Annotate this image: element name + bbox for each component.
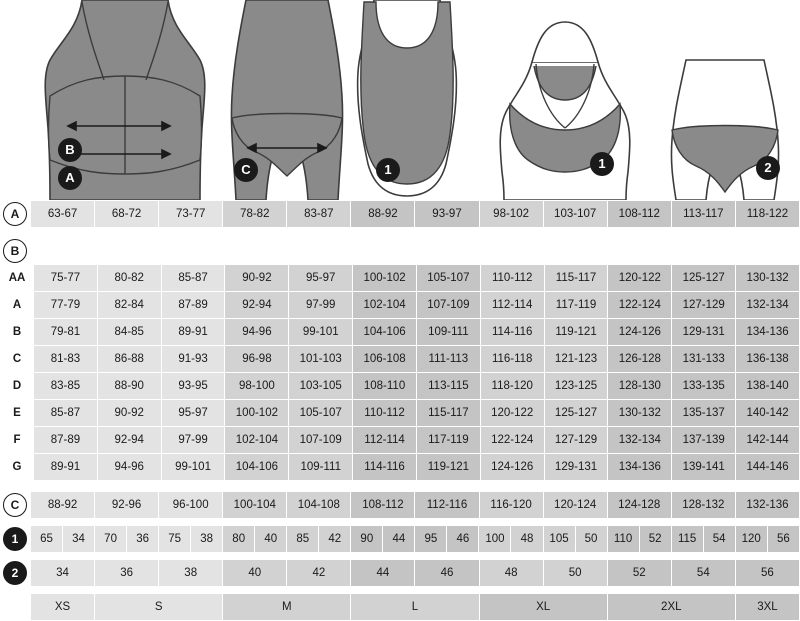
cell-b-1-1: 82-84 (97, 292, 161, 319)
cell-b-7-9: 134-136 (608, 454, 672, 481)
row-block-final (0, 593, 800, 621)
cell-b-4-7: 118-120 (480, 373, 544, 400)
cell-1-3: 36 (127, 526, 159, 553)
row-block-b (0, 238, 800, 264)
table-two (30, 559, 800, 587)
cell-b-4-9: 128-130 (608, 373, 672, 400)
cell-c-0: 88-92 (31, 492, 95, 519)
row-block-b-table (0, 264, 800, 481)
cell-b-1-5: 102-104 (353, 292, 417, 319)
cell-1-10: 90 (351, 526, 383, 553)
table-row (31, 594, 800, 621)
cell-b-0-7: 110-112 (480, 265, 544, 292)
cell-c-8: 120-124 (543, 492, 607, 519)
cell-a-9: 108-112 (607, 201, 671, 228)
cell-1-22: 120 (735, 526, 767, 553)
cell-1-5: 38 (191, 526, 223, 553)
cell-a-6: 93-97 (415, 201, 479, 228)
cell-1-23: 56 (767, 526, 799, 553)
size-cell-3xl: 3XL (735, 594, 799, 621)
cell-b-6-11: 142-144 (736, 427, 800, 454)
cell-1-7: 40 (255, 526, 287, 553)
row-marker-b: B (3, 239, 27, 263)
cell-b-4-0: 83-85 (34, 373, 98, 400)
cell-b-1-0: 77-79 (34, 292, 98, 319)
figure-briefs (222, 0, 352, 200)
cell-1-8: 85 (287, 526, 319, 553)
cell-b-0-5: 100-102 (353, 265, 417, 292)
cell-2-0: 34 (31, 560, 95, 587)
cell-b-4-3: 98-100 (225, 373, 289, 400)
cell-a-7: 98-102 (479, 201, 543, 228)
cell-b-0-1: 80-82 (97, 265, 161, 292)
table-row (31, 492, 800, 519)
cell-b-4-8: 123-125 (544, 373, 608, 400)
cell-b-5-11: 140-142 (736, 400, 800, 427)
cell-b-3-8: 121-123 (544, 346, 608, 373)
cell-2-1: 36 (95, 560, 159, 587)
cell-b-6-0: 87-89 (34, 427, 98, 454)
cell-b-2-10: 129-131 (672, 319, 736, 346)
cell-b-2-6: 109-111 (416, 319, 480, 346)
cell-c-6: 112-116 (415, 492, 479, 519)
cell-b-1-11: 132-134 (736, 292, 800, 319)
cell-b-1-8: 117-119 (544, 292, 608, 319)
cell-b-2-4: 99-101 (289, 319, 353, 346)
cell-b-2-11: 134-136 (736, 319, 800, 346)
cell-b-6-10: 137-139 (672, 427, 736, 454)
cell-1-9: 42 (319, 526, 351, 553)
cell-b-6-2: 97-99 (161, 427, 225, 454)
cell-b-7-5: 114-116 (353, 454, 417, 481)
cell-b-6-1: 92-94 (97, 427, 161, 454)
cell-c-5: 108-112 (351, 492, 415, 519)
cell-b-7-0: 89-91 (34, 454, 98, 481)
cell-b-2-5: 104-106 (353, 319, 417, 346)
cell-c-9: 124-128 (607, 492, 671, 519)
cell-2-6: 46 (415, 560, 479, 587)
cell-c-3: 100-104 (223, 492, 287, 519)
cell-b-3-3: 96-98 (225, 346, 289, 373)
cell-b-6-3: 102-104 (225, 427, 289, 454)
cell-b-3-9: 126-128 (608, 346, 672, 373)
cell-2-11: 56 (735, 560, 799, 587)
cell-b-2-3: 94-96 (225, 319, 289, 346)
cell-b-1-10: 127-129 (672, 292, 736, 319)
cell-b-1-7: 112-114 (480, 292, 544, 319)
cell-c-2: 96-100 (159, 492, 223, 519)
cell-b-7-10: 139-141 (672, 454, 736, 481)
cell-2-5: 44 (351, 560, 415, 587)
row-label-one (0, 525, 30, 553)
row-label-b (0, 238, 30, 264)
cell-b-7-6: 119-121 (416, 454, 480, 481)
spacer-1 (0, 228, 800, 238)
cell-b-7-1: 94-96 (97, 454, 161, 481)
cell-b-3-0: 81-83 (34, 346, 98, 373)
figure-bikini-top (490, 0, 640, 200)
table-c (30, 491, 800, 519)
row-block-one (0, 525, 800, 553)
cell-b-3-11: 136-138 (736, 346, 800, 373)
cell-b-5-0: 85-87 (34, 400, 98, 427)
cell-1-16: 105 (543, 526, 575, 553)
figure-bikini-bottom (660, 0, 790, 200)
cell-2-4: 42 (287, 560, 351, 587)
cell-b-5-10: 135-137 (672, 400, 736, 427)
cell-b-6-7: 122-124 (480, 427, 544, 454)
row-marker-one: 1 (3, 527, 27, 551)
cell-b-3-2: 91-93 (161, 346, 225, 373)
table-row (31, 560, 800, 587)
cell-b-7-11: 144-146 (736, 454, 800, 481)
cell-c-4: 104-108 (287, 492, 351, 519)
cell-2-10: 54 (671, 560, 735, 587)
cell-b-2-0: 79-81 (34, 319, 98, 346)
cup-label-0: AA (1, 265, 34, 292)
table-a (30, 200, 800, 228)
cell-a-8: 103-107 (543, 201, 607, 228)
cell-b-1-3: 92-94 (225, 292, 289, 319)
cell-a-1: 68-72 (95, 201, 159, 228)
table-row (31, 526, 800, 553)
cell-2-9: 52 (607, 560, 671, 587)
cell-b-4-6: 113-115 (416, 373, 480, 400)
cell-b-0-9: 120-122 (608, 265, 672, 292)
cell-b-6-4: 107-109 (289, 427, 353, 454)
cell-1-21: 54 (703, 526, 735, 553)
size-cell-2xl: 2XL (607, 594, 735, 621)
cell-c-10: 128-132 (671, 492, 735, 519)
cell-1-20: 115 (671, 526, 703, 553)
table-row (1, 454, 800, 481)
row-label-final (0, 593, 30, 621)
cell-1-12: 95 (415, 526, 447, 553)
cell-b-5-7: 120-122 (480, 400, 544, 427)
cup-label-6: F (1, 427, 34, 454)
cell-b-6-5: 112-114 (353, 427, 417, 454)
cell-b-2-1: 84-85 (97, 319, 161, 346)
size-cell-xs: XS (31, 594, 95, 621)
cell-b-7-7: 124-126 (480, 454, 544, 481)
row-label-a (0, 200, 30, 228)
table-row (1, 265, 800, 292)
cell-1-11: 44 (383, 526, 415, 553)
cell-2-3: 40 (223, 560, 287, 587)
cell-1-2: 70 (95, 526, 127, 553)
cell-b-0-0: 75-77 (34, 265, 98, 292)
row-label-c (0, 491, 30, 519)
cell-b-5-3: 100-102 (225, 400, 289, 427)
row-block-two (0, 559, 800, 587)
row-marker-c: C (3, 493, 27, 517)
cell-a-5: 88-92 (351, 201, 415, 228)
cell-2-7: 48 (479, 560, 543, 587)
table-row (1, 319, 800, 346)
cell-b-2-8: 119-121 (544, 319, 608, 346)
size-cell-l: L (351, 594, 479, 621)
cell-a-3: 78-82 (223, 201, 287, 228)
cell-b-5-9: 130-132 (608, 400, 672, 427)
table-row (31, 201, 800, 228)
table-b (0, 264, 800, 481)
cell-1-1: 34 (63, 526, 95, 553)
cell-b-3-1: 86-88 (97, 346, 161, 373)
cell-b-1-4: 97-99 (289, 292, 353, 319)
figure-swimsuit (352, 0, 462, 200)
cell-a-4: 83-87 (287, 201, 351, 228)
size-cell-s: S (95, 594, 223, 621)
figure-marker-c: C (234, 158, 258, 182)
cell-a-0: 63-67 (31, 201, 95, 228)
cell-b-1-2: 87-89 (161, 292, 225, 319)
cell-b-2-9: 124-126 (608, 319, 672, 346)
cell-b-5-6: 115-117 (416, 400, 480, 427)
cell-b-0-10: 125-127 (672, 265, 736, 292)
cup-label-2: B (1, 319, 34, 346)
row-marker-two: 2 (3, 561, 27, 585)
cell-b-0-11: 130-132 (736, 265, 800, 292)
cell-2-8: 50 (543, 560, 607, 587)
cell-c-11: 132-136 (735, 492, 799, 519)
cup-label-4: D (1, 373, 34, 400)
cell-c-7: 116-120 (479, 492, 543, 519)
figure-marker-b: B (58, 138, 82, 162)
cell-b-4-1: 88-90 (97, 373, 161, 400)
row-block-a (0, 200, 800, 228)
cup-label-5: E (1, 400, 34, 427)
cup-label-7: G (1, 454, 34, 481)
cell-b-4-5: 108-110 (353, 373, 417, 400)
cell-b-7-3: 104-106 (225, 454, 289, 481)
figure-marker-1a: 1 (376, 158, 400, 182)
row-block-c (0, 491, 800, 519)
cell-b-3-5: 106-108 (353, 346, 417, 373)
cell-1-4: 75 (159, 526, 191, 553)
cell-b-1-9: 122-124 (608, 292, 672, 319)
table-one (30, 525, 800, 553)
cell-b-2-7: 114-116 (480, 319, 544, 346)
cell-1-6: 80 (223, 526, 255, 553)
cell-a-10: 113-117 (671, 201, 735, 228)
cell-b-6-8: 127-129 (544, 427, 608, 454)
cell-b-7-4: 109-111 (289, 454, 353, 481)
spacer-2 (0, 481, 800, 491)
figure-marker-1b: 1 (590, 152, 614, 176)
cell-b-6-6: 117-119 (416, 427, 480, 454)
cell-1-14: 100 (479, 526, 511, 553)
figure-marker-2: 2 (756, 156, 780, 180)
table-sizes (30, 593, 800, 621)
table-row (1, 346, 800, 373)
cell-b-3-10: 131-133 (672, 346, 736, 373)
cell-b-3-7: 116-118 (480, 346, 544, 373)
cell-1-15: 48 (511, 526, 543, 553)
row-label-two (0, 559, 30, 587)
cell-2-2: 38 (159, 560, 223, 587)
table-row (1, 427, 800, 454)
cup-label-1: A (1, 292, 34, 319)
table-row (1, 400, 800, 427)
cell-1-18: 110 (607, 526, 639, 553)
cell-b-0-6: 105-107 (416, 265, 480, 292)
cell-b-2-2: 89-91 (161, 319, 225, 346)
cup-label-3: C (1, 346, 34, 373)
cell-1-17: 50 (575, 526, 607, 553)
illustration-strip (0, 0, 800, 200)
table-row (1, 373, 800, 400)
cell-1-0: 65 (31, 526, 63, 553)
size-cell-xl: XL (479, 594, 607, 621)
table-row (1, 292, 800, 319)
cell-b-3-6: 111-113 (416, 346, 480, 373)
cell-b-7-8: 129-131 (544, 454, 608, 481)
cell-b-1-6: 107-109 (416, 292, 480, 319)
cell-b-5-2: 95-97 (161, 400, 225, 427)
cell-1-19: 52 (639, 526, 671, 553)
cell-b-4-2: 93-95 (161, 373, 225, 400)
cell-1-13: 46 (447, 526, 479, 553)
figure-bra-front (20, 0, 230, 200)
cell-b-5-4: 105-107 (289, 400, 353, 427)
cell-b-3-4: 101-103 (289, 346, 353, 373)
cell-a-11: 118-122 (735, 201, 799, 228)
cell-b-0-4: 95-97 (289, 265, 353, 292)
cell-b-7-2: 99-101 (161, 454, 225, 481)
cell-b-0-8: 115-117 (544, 265, 608, 292)
row-marker-a: A (3, 202, 27, 226)
cell-b-4-10: 133-135 (672, 373, 736, 400)
size-cell-m: M (223, 594, 351, 621)
cell-b-5-5: 110-112 (353, 400, 417, 427)
cell-b-0-2: 85-87 (161, 265, 225, 292)
cell-b-4-11: 138-140 (736, 373, 800, 400)
cell-b-5-8: 125-127 (544, 400, 608, 427)
cell-b-0-3: 90-92 (225, 265, 289, 292)
figure-marker-a: A (58, 166, 82, 190)
cell-c-1: 92-96 (95, 492, 159, 519)
cell-b-6-9: 132-134 (608, 427, 672, 454)
cell-b-4-4: 103-105 (289, 373, 353, 400)
cell-a-2: 73-77 (159, 201, 223, 228)
cell-b-5-1: 90-92 (97, 400, 161, 427)
